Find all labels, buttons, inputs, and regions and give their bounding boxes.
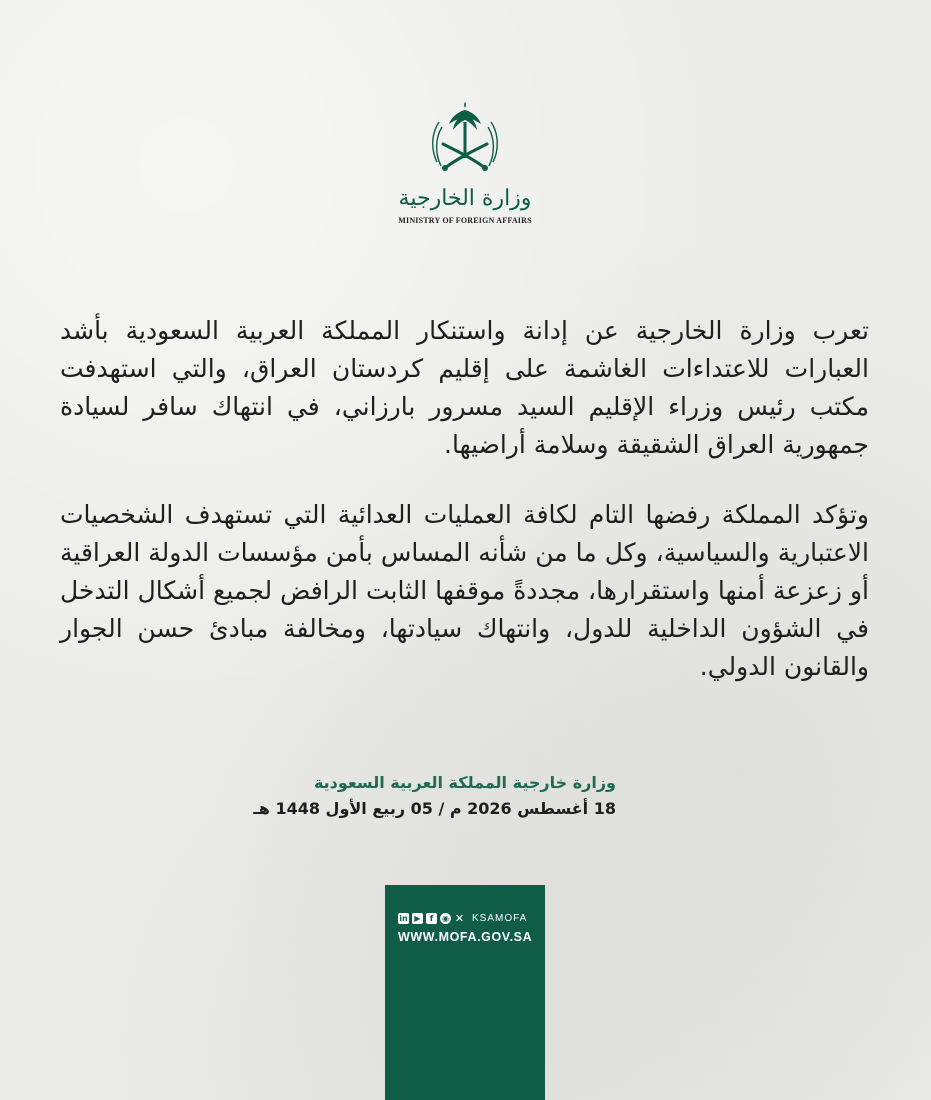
ministry-logo	[395, 100, 535, 235]
youtube-icon[interactable]: ▶	[412, 913, 423, 924]
statement-paragraph-1: تعرب وزارة الخارجية عن إدانة واستنكار المملكة العربية السعودية بأشد العبارات للاعتداءات الغاشمة على إقليم كردستان العراق، والتي استهدفت مكتب رئيس وزراء الإقليم السيد مسرور بارزاني، في انتهاك سافر لسيادة جمهورية العراق الشقيقة وسلامة أراضيها.	[60, 316, 869, 459]
statement-date: 18 أغسطس 2026 م / 05 ربيع الأول 1448 هـ	[253, 799, 616, 818]
saudi-emblem-icon	[423, 100, 507, 184]
logo-english-name: MINISTRY OF FOREIGN AFFAIRS	[398, 216, 532, 225]
logo-arabic-name: وزارة الخارجية	[398, 186, 532, 211]
x-icon[interactable]: ✕	[454, 911, 465, 925]
social-handle[interactable]: KSAMOFA	[472, 912, 528, 924]
statement-paragraph-2: وتؤكد المملكة رفضها التام لكافة العمليات العدائية التي تستهدف الشخصيات الاعتبارية والسياسية، وكل ما من شأنه المساس بأمن مؤسسات الدولة العراقية أو زعزعة أمنها واستقرارها، مجددةً موقفها الثابت الرافض لجميع أشكال التدخل في الشؤون الداخلية للدول، وانتهاك سيادتها، ومخالفة مبادئ حسن الجوار والقانون الدولي.	[60, 500, 869, 681]
facebook-icon[interactable]: f	[426, 913, 437, 924]
website-link[interactable]: WWW.MOFA.GOV.SA	[398, 930, 533, 944]
instagram-icon[interactable]: ◉	[440, 913, 451, 924]
social-links	[398, 911, 527, 925]
signature-organization: وزارة خارجية المملكة العربية السعودية	[313, 773, 616, 792]
linkedin-icon[interactable]: in	[399, 913, 408, 923]
footer-contact-panel	[385, 885, 545, 1100]
